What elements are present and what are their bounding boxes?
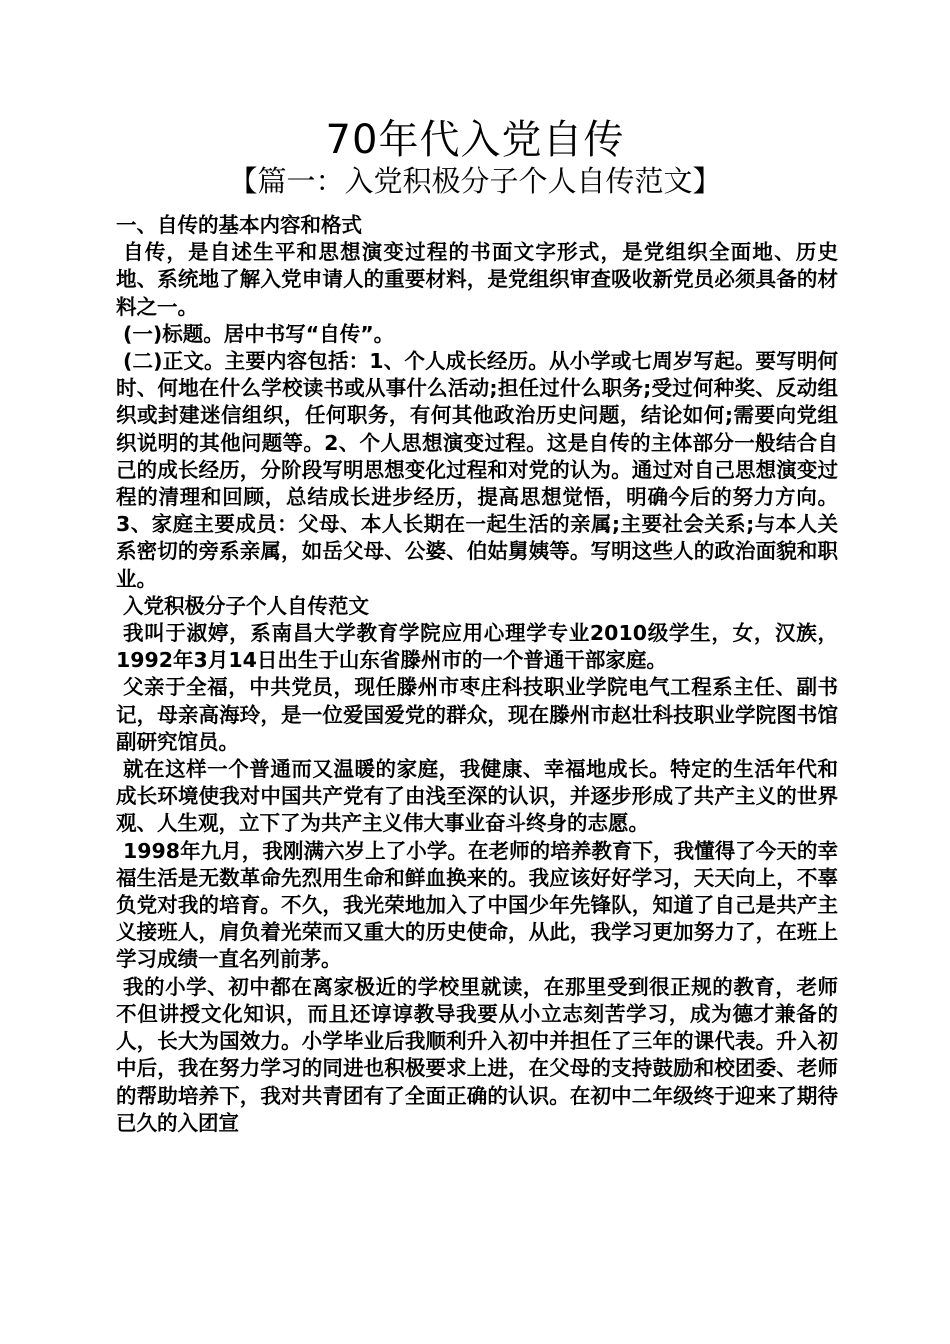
section-heading: 一、自传的基本内容和格式 [116,213,362,237]
body-paragraph: (一)标题。居中书写“自传”。 [123,321,395,346]
document-body [116,212,838,1137]
body-paragraph: (二)正文。主要内容包括：1、个人成长经历。从小学或七周岁写起。要写明何时、何地在什么学校读书或从事什么活动;担任过什么职务;受过何种奖、反动组织或封建迷信组织，任何职务，有何其他政治历史问题，结论如何;需要向党组织说明的其他问题等。2、个人思想演变过程。这是自传的主体部分一般结合自己的成长经历，分阶段写明思想变化过程和对党的认为。通过对自己思想演变过程的清理和回顾，总结成长进步经历，提高思想觉悟，明确今后的努力方向。3、家庭主要成员：父母、本人长期在一起生活的亲属;主要社会关系;与本人关系密切的旁系亲属，如岳父母、公婆、伯姑舅姨等。写明这些人的政治面貌和职业。 [116,349,838,591]
document-subtitle: 【篇一：入党积极分子个人自传范文】 [228,164,722,198]
body-paragraph: 我叫于淑婷，系南昌大学教育学院应用心理学专业2010级学生，女，汉族，1992年3月14日出生于山东省滕州市的一个普通干部家庭。 [116,621,838,673]
section-heading: 入党积极分子个人自传范文 [123,593,369,618]
document-title: 70年代入党自传 [325,117,625,163]
body-paragraph: 我的小学、初中都在离家极近的学校里就读，在那里受到很正规的教育，老师不但讲授文化知识，而且还谆谆教导我要从小立志刻苦学习，成为德才兼备的人，长大为国效力。小学毕业后我顺利升入初中并担任了三年的课代表。升入初中后，我在努力学习的同进也积极要求上进，在父母的支持鼓励和校团委、老师的帮助培养下，我对共青团有了全面正确的认识。在初中二年级终于迎来了期待已久的入团宣 [116,974,838,1135]
body-paragraph: 就在这样一个普通而又温暖的家庭，我健康、幸福地成长。特定的生活年代和成长环境使我对中国共产党有了由浅至深的认识，并逐步形成了共产主义的世界观、人生观，立下了为共产主义伟大事业奋斗终身的志愿。 [116,757,838,836]
body-paragraph: 自传，是自述生平和思想演变过程的书面文字形式，是党组织全面地、历史地、系统地了解入党申请人的重要材料，是党组织审查吸收新党员必须具备的材料之一。 [116,240,838,319]
body-paragraph: 1998年九月，我刚满六岁上了小学。在老师的培养教育下，我懂得了今天的幸福生活是无数革命先烈用生命和鲜血换来的。我应该好好学习，天天向上，不辜负党对我的培育。不久，我光荣地加入了中国少年先锋队，知道了自己是共产主义接班人，肩负着光荣而又重大的历史使命，从此，我学习更加努力了，在班上学习成绩一直名列前茅。 [116,838,838,972]
body-paragraph: 父亲于全福，中共党员，现任滕州市枣庄科技职业学院电气工程系主任、副书记，母亲高海玲，是一位爱国爱党的群众，现在滕州市赵壮科技职业学院图书馆副研究馆员。 [116,675,838,754]
